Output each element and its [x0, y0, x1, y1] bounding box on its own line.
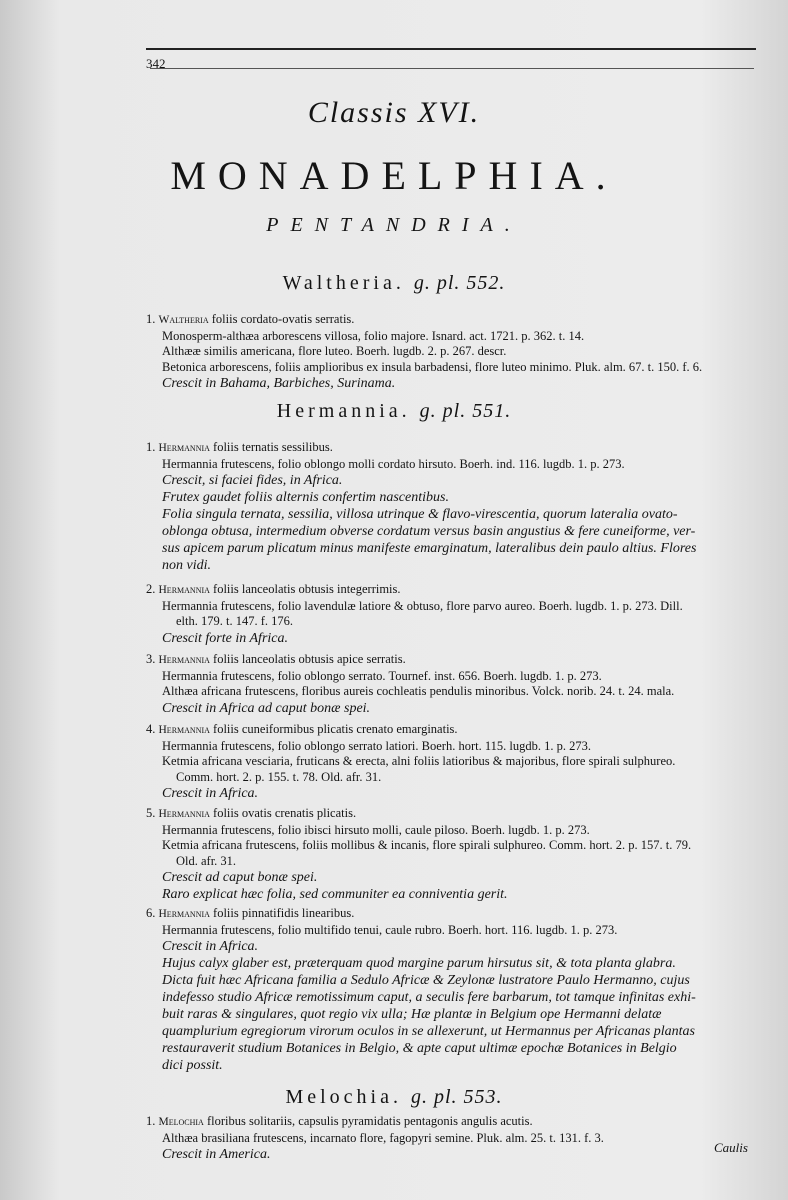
description-line: non vidi. — [162, 558, 211, 573]
entry-diagnosis: foliis cuneiformibus plicatis crenato emarginatis. — [213, 722, 458, 736]
description-line: indefesso studio Africæ remotissimum caput, a seculis fere barbarum, tot tamque infinitas exhi- — [162, 990, 696, 1005]
synonym-line: Althæa brasiliana frutescens, incarnato flore, fagopyri semine. Pluk. alm. 25. t. 131. f. 3. — [162, 1130, 604, 1145]
species-entry — [146, 652, 766, 717]
genus-name: Hermannia. — [276, 400, 411, 422]
main-title: MONADELPHIA. — [170, 153, 618, 198]
entry-genus: Hermannia — [158, 908, 210, 920]
habitat-line: Crescit in Bahama, Barbiches, Surinama. — [162, 376, 396, 391]
description-line: Dicta fuit hæc Africana familia a Sedulo Africæ & Zeylonæ lustratore Paulo Hermanno, cujus — [162, 973, 690, 988]
top-rule — [146, 48, 756, 50]
species-entry — [146, 1114, 766, 1163]
catchword: Caulis — [714, 1140, 748, 1155]
entry-number: 4. — [146, 722, 156, 736]
synonym-line: Hermannia frutescens, folio ibisci hirsuto molli, caule piloso. Boerh. lugdb. 1. p. 273. — [162, 822, 590, 837]
entry-number: 2. — [146, 582, 156, 596]
synonym-line: Althæa africana frutescens, floribus aureis cochleatis pendulis minoribus. Volck. norib. 24. t. 24. mala. — [162, 684, 675, 698]
description-line: quamplurium egregiorum virorum oculos in se allexerunt, ut Hermannus per Africanas plantas — [162, 1024, 696, 1039]
habitat-line: Crescit in Africa. — [162, 786, 259, 801]
description-line: Folia singula ternata, sessilia, villosa utrinque & flavo-virescentia, quorum lateralia ovato- — [162, 507, 678, 522]
synonym-line: Ketmia africana vesciaria, fruticans & erecta, alni foliis latioribus & majoribus, flore spirali sulphureo. — [162, 754, 676, 768]
entry-diagnosis: foliis pinnatifidis linearibus. — [213, 906, 355, 920]
genus-reference: g. pl. 551. — [419, 400, 512, 422]
habitat-line: Crescit in Africa. — [162, 939, 259, 954]
entry-genus: Hermannia — [158, 584, 210, 596]
entry-diagnosis: foliis lanceolatis obtusis integerrimis. — [213, 582, 401, 596]
description-line: dici possit. — [162, 1058, 223, 1073]
genus-heading-waltheria — [0, 272, 788, 295]
synonym-line: Ketmia africana frutescens, foliis mollibus & incanis, flore spirali sulphureo. Comm. hort. 2. p. 157. t. 79. — [162, 838, 692, 852]
entry-diagnosis: floribus solitariis, capsulis pyramidatis pentagonis angulis acutis. — [206, 1114, 533, 1128]
description-line: Frutex gaudet foliis alternis confertim nascentibus. — [162, 490, 449, 505]
genus-heading-melochia — [0, 1086, 788, 1109]
page-number: 342 — [146, 56, 166, 71]
entry-number: 6. — [146, 906, 156, 920]
entry-number: 3. — [146, 652, 156, 666]
species-entry — [146, 312, 766, 392]
entry-number: 1. — [146, 440, 156, 454]
genus-name: Melochia. — [285, 1086, 402, 1108]
entry-number: 5. — [146, 806, 156, 820]
synonym-line: Betonica arborescens, foliis amplioribus ex insula barbadensi, flore luteo minimo. Pluk. alm. 67. t. 150. f. 6. — [162, 359, 703, 374]
header-rule — [150, 68, 754, 69]
genus-reference: g. pl. 552. — [413, 272, 506, 294]
description-line: Hujus calyx glaber est, præterquam quod margine parum hirsutus sit, & tota planta glabra. — [162, 956, 676, 971]
entry-number: 1. — [146, 1114, 156, 1128]
synonym-line: Old. afr. 31. — [176, 853, 237, 868]
entry-diagnosis: foliis cordato-ovatis serratis. — [211, 312, 355, 326]
description-line: sus apicem parum plicatum minus manifeste emarginatum, lateralibus dein paulo altius. Flores — [162, 541, 697, 556]
entry-genus: Hermannia — [158, 654, 210, 666]
species-entry — [146, 582, 766, 647]
synonym-line: Hermannia frutescens, folio oblongo serrato latiori. Boerh. hort. 115. lugdb. 1. p. 273. — [162, 738, 591, 753]
entry-number: 1. — [146, 312, 156, 326]
habitat-line: Crescit, si faciei fides, in Africa. — [162, 473, 343, 488]
habitat-line: Crescit in Africa ad caput bonæ spei. — [162, 700, 371, 716]
entry-genus: Melochia — [158, 1116, 204, 1128]
species-entry — [146, 722, 766, 802]
description-line: buit raras & singulares, quot regio vix ulla; Hæ plantæ in Belgium ope Hermanni delatæ — [162, 1007, 662, 1022]
synonym-line: Hermannia frutescens, folio multifido tenui, caule rubro. Boerh. hort. 116. lugdb. 1. p. 273. — [162, 922, 618, 937]
entry-diagnosis: foliis lanceolatis obtusis apice serratis. — [213, 652, 406, 666]
habitat-line: Crescit ad caput bonæ spei. — [162, 870, 318, 885]
genus-heading-hermannia — [0, 400, 788, 423]
entry-diagnosis: foliis ovatis crenatis plicatis. — [213, 806, 357, 820]
genus-reference: g. pl. 553. — [410, 1086, 503, 1108]
description-line: restauraverit studium Botanices in Belgio, & apte caput ultimæ epochæ Botanices in Belgio — [162, 1041, 677, 1056]
entry-genus: Hermannia — [158, 808, 210, 820]
description-line: Raro explicat hæc folia, sed communiter ea conniventia gerit. — [162, 887, 508, 902]
entry-diagnosis: foliis ternatis sessilibus. — [213, 440, 333, 454]
synonym-line: Hermannia frutescens, folio lavendulæ latiore & obtuso, flore parvo aureo. Boerh. lugdb. 1. p. 273. Dill. — [162, 598, 683, 613]
species-entry — [146, 440, 766, 574]
genus-name: Waltheria. — [282, 272, 405, 294]
synonym-line: Althææ similis americana, flore luteo. Boerh. lugdb. 2. p. 267. descr. — [162, 344, 507, 358]
synonym-line: elth. 179. t. 147. f. 176. — [176, 614, 294, 628]
entry-genus: Hermannia — [158, 442, 210, 454]
species-entry — [146, 906, 766, 1074]
description-line: oblonga obtusa, intermedium obverse cordatum versus basin angustius & fere cuneiforme, ver- — [162, 524, 696, 539]
synonym-line: Monosperm-althæa arborescens villosa, folio majore. Isnard. act. 1721. p. 362. t. 14. — [162, 328, 585, 343]
synonym-line: Hermannia frutescens, folio oblongo molli cordato hirsuto. Boerh. ind. 116. lugdb. 1. p. 273. — [162, 456, 625, 471]
class-title: Classis XVI. — [307, 96, 481, 129]
habitat-line: Crescit forte in Africa. — [162, 630, 288, 646]
habitat-line: Crescit in America. — [162, 1147, 271, 1162]
entry-genus: Hermannia — [158, 724, 210, 736]
entry-genus: Waltheria — [158, 314, 209, 326]
synonym-line: Hermannia frutescens, folio oblongo serrato. Tournef. inst. 656. Boerh. lugdb. 1. p. 273. — [162, 668, 602, 683]
species-entry — [146, 806, 766, 903]
synonym-line: Comm. hort. 2. p. 155. t. 78. Old. afr. 31. — [176, 769, 382, 784]
subtitle: PENTANDRIA. — [266, 214, 522, 236]
